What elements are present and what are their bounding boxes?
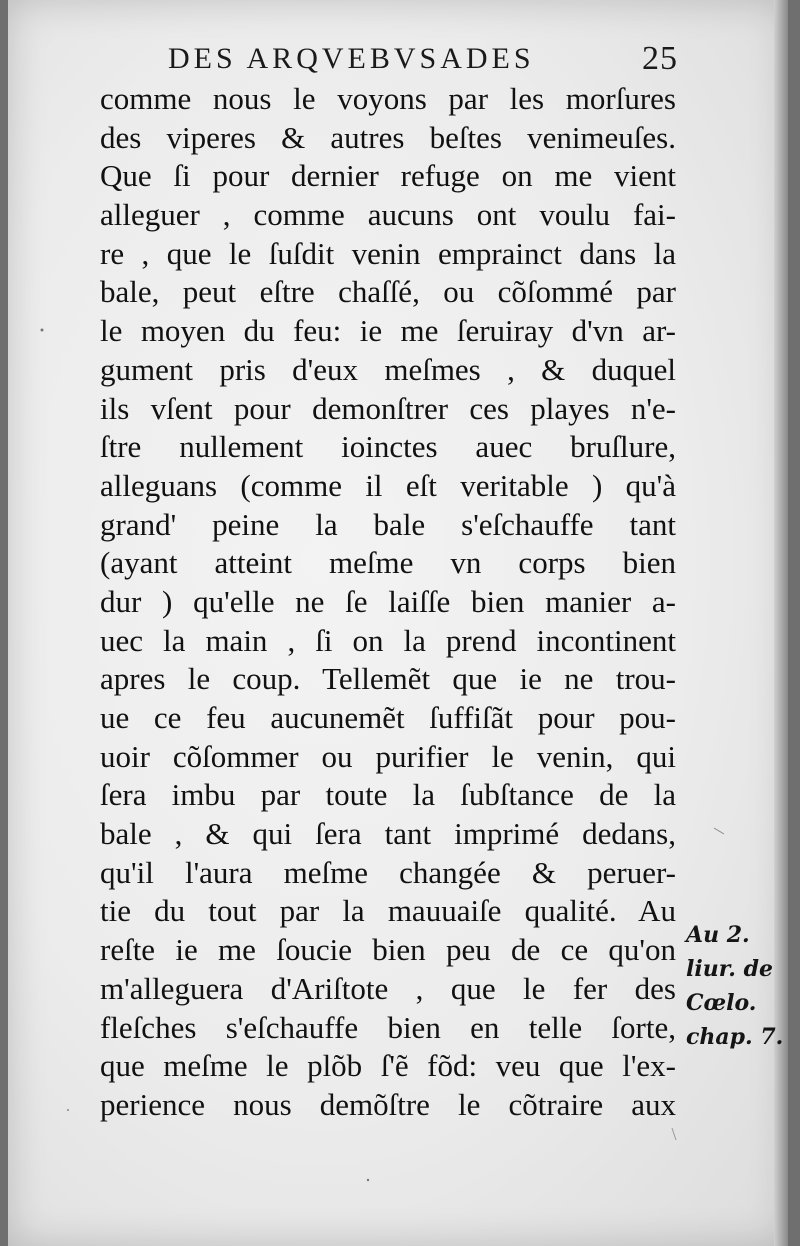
text-line: ils vſent pour demonſtrer ces playes n'e- bbox=[100, 390, 676, 426]
text-line: ſera imbu par toute la ſubſtance de la bbox=[100, 777, 676, 813]
text-line: reſte ie me ſoucie bien peu de ce qu'on bbox=[100, 932, 676, 968]
book-page bbox=[8, 0, 788, 1246]
text-line: des viperes & autres beſtes venimeuſes. bbox=[100, 119, 676, 155]
text-line: que meſme le plõb ſ'ẽ fõd: veu que l'ex- bbox=[100, 1048, 676, 1084]
text-line: bale , & qui ſera tant imprimé dedans, bbox=[100, 816, 676, 852]
text-line: fleſches s'eſchauffe bien en telle ſorte, bbox=[100, 1009, 676, 1045]
text-line: alleguans (comme il eſt veritable ) qu'à bbox=[100, 467, 676, 503]
running-head: DES ARQVEBVSADES bbox=[168, 42, 535, 75]
text-line: m'alleguera d'Ariſtote , que le fer des bbox=[100, 970, 676, 1006]
text-line: perience nous demõſtre le cõtraire aux bbox=[100, 1086, 676, 1122]
text-line: grand' peine la bale s'eſchauffe tant bbox=[100, 506, 676, 542]
text-line: Que ſi pour dernier refuge on me vient bbox=[100, 158, 676, 194]
text-line: alleguer , comme aucuns ont voulu fai- bbox=[100, 197, 676, 233]
text-line: gument pris d'eux meſmes , & duquel bbox=[100, 351, 676, 387]
text-line: apres le coup. Tellemẽt que ie ne trou- bbox=[100, 661, 676, 697]
marginal-note-line: Au 2. bbox=[686, 922, 750, 948]
text-line: le moyen du feu: ie me ſeruiray d'vn ar- bbox=[100, 313, 676, 349]
page-number: 25 bbox=[642, 40, 678, 77]
text-line: ſtre nullement ioinctes auec bruſlure, bbox=[100, 429, 676, 465]
text-line: (ayant atteint meſme vn corps bien bbox=[100, 545, 676, 581]
text-line: uec la main , ſi on la prend incontinent bbox=[100, 622, 676, 658]
text-line: ue ce feu aucunemẽt ſuffiſãt pour pou- bbox=[100, 700, 676, 735]
text-line: uoir cõſommer ou purifier le venin, qui bbox=[100, 738, 676, 774]
text-line: qu'il l'aura meſme changée & peruer- bbox=[100, 854, 676, 890]
text-line: re , que le ſuſdit venin emprainct dans la bbox=[100, 235, 676, 271]
marginal-note-line: liur. de bbox=[686, 956, 773, 982]
marginal-note-line: Cœlo. bbox=[686, 990, 757, 1016]
text-line: tie du tout par la mauuaiſe qualité. Au bbox=[100, 893, 676, 929]
paper-specks bbox=[8, 0, 788, 1246]
text-line: dur ) qu'elle ne ſe laiſſe bien manier a- bbox=[100, 583, 676, 619]
marginal-note-line: chap. 7. bbox=[686, 1024, 784, 1050]
text-line: bale, peut eſtre chaſſé, ou cõſommé par bbox=[100, 274, 676, 310]
text-line: comme nous le voyons par les morſures bbox=[100, 81, 676, 116]
